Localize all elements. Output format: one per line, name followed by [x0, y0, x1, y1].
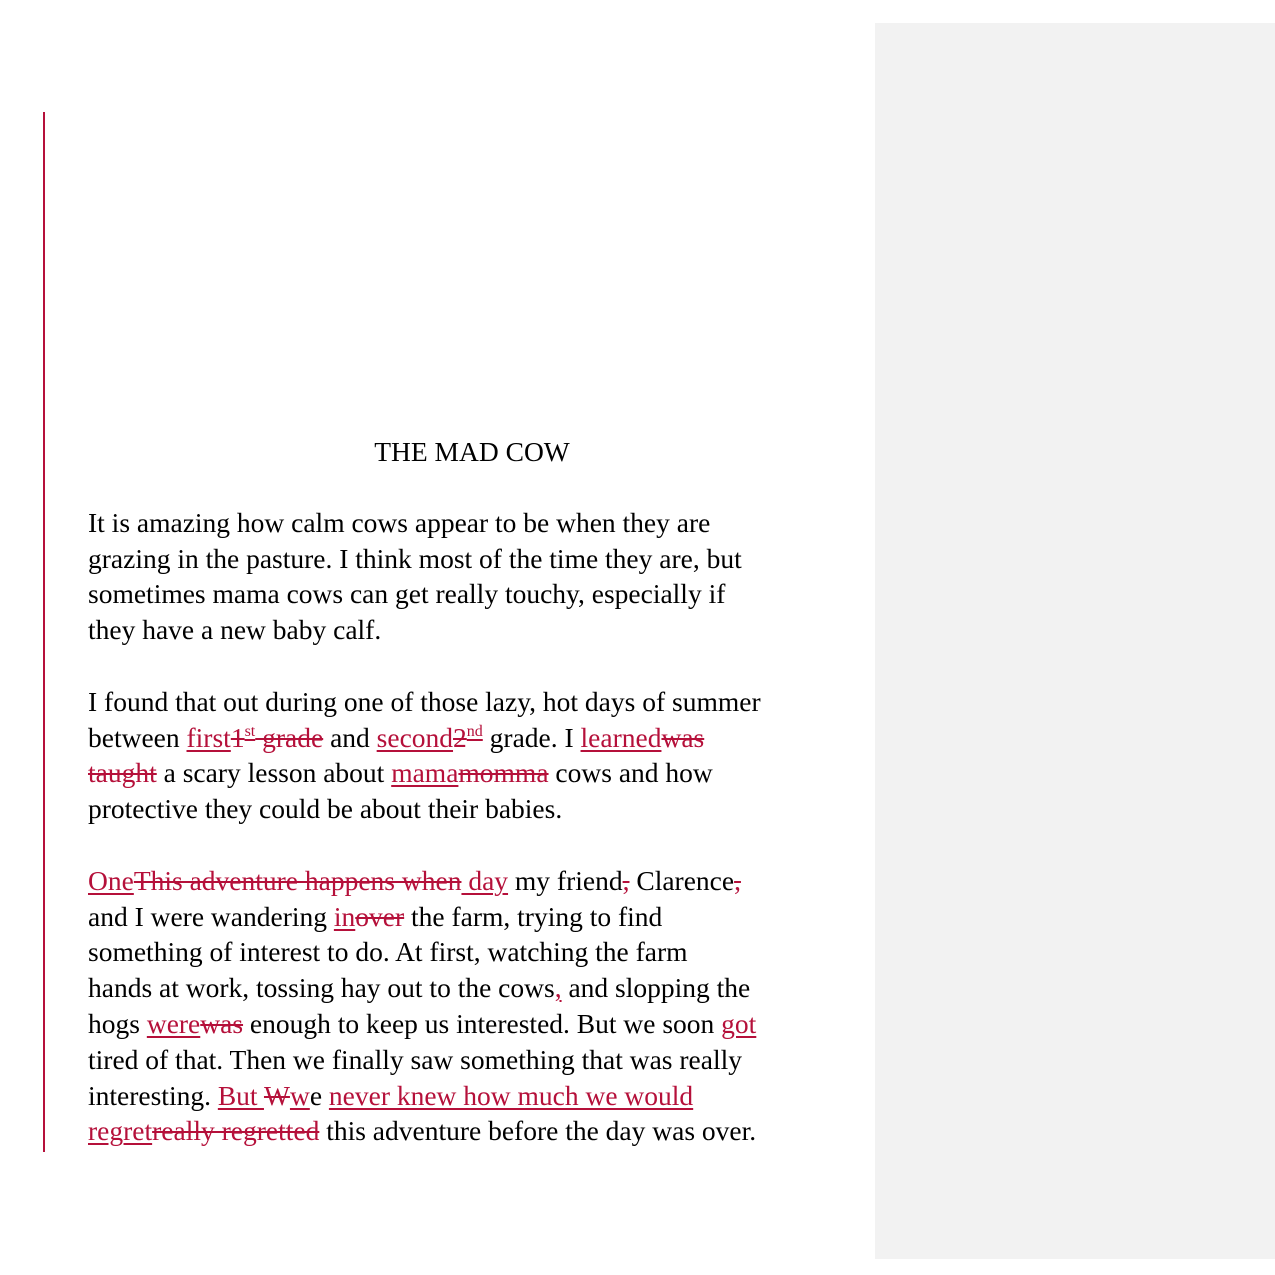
- text-line: [88, 970, 868, 1006]
- text-line: [88, 899, 868, 935]
- text-run: sometimes mama cows can get really touchy, especially if: [88, 578, 726, 610]
- text-line: [88, 791, 868, 827]
- text-run: hands at work, tossing hay out to the cows: [88, 972, 555, 1004]
- deleted-text: ,: [734, 864, 741, 896]
- text-line: [88, 863, 868, 899]
- inserted-text: w: [289, 1079, 310, 1111]
- text-line: [88, 1006, 868, 1042]
- deleted-text: W: [263, 1079, 290, 1111]
- text-run: hogs: [88, 1007, 147, 1039]
- deleted-text: grade: [255, 721, 324, 753]
- text-run: e: [309, 1079, 329, 1111]
- text-line: [88, 755, 868, 791]
- document-title: THE MAD COW: [374, 436, 570, 467]
- inserted-text: But: [217, 1079, 264, 1111]
- deleted-text: [453, 722, 483, 753]
- text-run: this adventure before the day was over.: [319, 1115, 757, 1147]
- comment-pane: [875, 23, 1275, 1259]
- superscript: st: [244, 722, 256, 740]
- deleted-text: really regretted: [152, 1115, 320, 1147]
- inserted-text: day: [461, 864, 509, 896]
- text-run: I found that out during one of those lazy, hot days of summer: [88, 685, 761, 717]
- text-run: the farm, trying to find: [404, 900, 663, 932]
- deleted-text: This adventure happens when: [133, 864, 462, 896]
- deleted-text: was: [661, 721, 705, 753]
- text-run: tired of that.: [88, 1043, 230, 1075]
- text-run: and slopping the: [561, 972, 751, 1004]
- inserted-text: One: [88, 864, 134, 896]
- deleted-text: taught: [88, 757, 157, 789]
- text-line: [88, 1078, 868, 1114]
- text-line: [88, 576, 868, 612]
- inserted-text: were: [146, 1007, 201, 1039]
- text-run: But we soon: [576, 1007, 722, 1039]
- text-run: cows and how: [548, 757, 713, 789]
- inserted-text: learned: [580, 721, 662, 753]
- text-run: protective they could be about their babies.: [88, 793, 563, 825]
- superscript: nd: [466, 722, 483, 740]
- text-run: At first, watching the farm: [395, 936, 688, 968]
- text-run: grazing in the pasture.: [88, 542, 340, 574]
- inserted-text: got: [721, 1007, 757, 1039]
- text-line: [88, 612, 868, 648]
- text-run: Clarence: [629, 864, 735, 896]
- text-line: [88, 541, 868, 577]
- text-run: and: [323, 721, 377, 753]
- text-run: I think most of the time they are, but: [339, 542, 742, 574]
- text-run: enough to keep us interested.: [243, 1007, 577, 1039]
- revision-change-bar: [43, 112, 45, 1152]
- inserted-text: second: [376, 721, 454, 753]
- inserted-text: regret: [88, 1115, 153, 1147]
- text-run: and I were wandering: [88, 900, 334, 932]
- deleted-text: 1: [230, 721, 245, 753]
- inserted-text: never knew how much we would: [328, 1079, 694, 1111]
- paragraph-1: [88, 505, 868, 648]
- deleted-text: momma: [458, 757, 549, 789]
- text-run: Then we finally saw something that was really: [229, 1043, 742, 1075]
- text-run: I: [564, 721, 581, 753]
- text-run: grade.: [482, 721, 565, 753]
- paragraph-2: [88, 684, 868, 827]
- deleted-text: over: [355, 900, 405, 932]
- deleted-text: 2: [453, 721, 467, 753]
- text-line: [88, 720, 868, 756]
- deleted-text: was: [200, 1007, 244, 1039]
- text-run: It is amazing how calm cows appear to be when they are: [88, 506, 711, 538]
- text-run: interesting.: [88, 1079, 218, 1111]
- deleted-text: [231, 722, 323, 753]
- text-run: something of interest to do.: [88, 936, 396, 968]
- document-body: [88, 434, 868, 1185]
- text-run: a scary lesson about: [156, 757, 392, 789]
- text-run: my friend: [508, 864, 623, 896]
- inserted-text: first: [186, 721, 231, 753]
- inserted-text: in: [333, 900, 356, 932]
- paragraph-3: [88, 863, 868, 1149]
- inserted-text: ,: [554, 972, 562, 1004]
- text-line: [88, 505, 868, 541]
- text-line: [88, 684, 868, 720]
- text-run: they have a new baby calf.: [88, 614, 382, 646]
- text-line: [88, 1113, 868, 1149]
- inserted-text: mama: [391, 757, 459, 789]
- deleted-text: ,: [622, 864, 630, 896]
- text-line: [88, 934, 868, 970]
- text-run: between: [88, 721, 187, 753]
- text-line: [88, 1042, 868, 1078]
